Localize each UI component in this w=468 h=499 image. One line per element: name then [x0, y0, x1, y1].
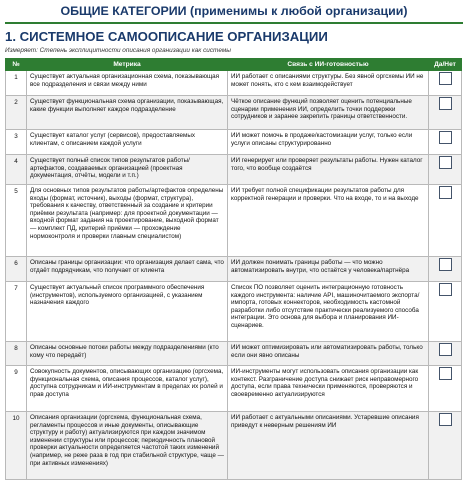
- row-number: 7: [6, 282, 27, 342]
- yes-no-checkbox[interactable]: [439, 258, 452, 271]
- row-number: 9: [6, 366, 27, 412]
- metric-cell: Существует каталог услуг (сервисов), предоставляемых клиентам, с описанием каждой услуги: [27, 130, 228, 155]
- yes-no-checkbox[interactable]: [439, 367, 452, 380]
- table-row: [6, 257, 462, 282]
- yes-no-checkbox[interactable]: [439, 343, 452, 356]
- row-number: 3: [6, 130, 27, 155]
- yes-no-checkbox[interactable]: [439, 186, 452, 199]
- ai-link-cell: ИИ работает с описаниями структуры. Без явной оргсхемы ИИ не может понять, кто с кем взаимодействует: [228, 71, 429, 96]
- metric-cell: Существует актуальная организационная схема, показывающая все подразделения и связи между ними: [27, 71, 228, 96]
- yes-no-cell: [429, 282, 462, 342]
- header-metric: Метрика: [27, 59, 228, 71]
- ai-link-cell: ИИ может оптимизировать или автоматизировать работы, только если они явно описаны: [228, 342, 429, 366]
- yes-no-cell: [429, 96, 462, 130]
- banner-title: ОБЩИЕ КАТЕГОРИИ (применимы к любой организации): [60, 4, 408, 18]
- section-title: 1. СИСТЕМНОЕ САМООПИСАНИЕ ОРГАНИЗАЦИИ: [5, 29, 328, 44]
- table-row: [6, 412, 462, 480]
- table-row: [6, 185, 462, 257]
- row-number: 10: [6, 412, 27, 480]
- table-row: [6, 342, 462, 366]
- row-number: 6: [6, 257, 27, 282]
- row-number: 5: [6, 185, 27, 257]
- table-row: [6, 282, 462, 342]
- yes-no-cell: [429, 71, 462, 96]
- row-number: 4: [6, 155, 27, 185]
- ai-link-cell: ИИ должен понимать границы работы — что можно автоматизировать внутри, что остаётся у человека/партнёра: [228, 257, 429, 282]
- table-row: [6, 130, 462, 155]
- yes-no-checkbox[interactable]: [439, 156, 452, 169]
- row-number: 1: [6, 71, 27, 96]
- table-header-row: [6, 59, 462, 71]
- ai-link-cell: ИИ может помочь в продаже/кастомизации услуг, только если услуги описаны структурированно: [228, 130, 429, 155]
- metric-cell: Описаны основные потоки работы между подразделениями (кто кому что передаёт): [27, 342, 228, 366]
- yes-no-cell: [429, 130, 462, 155]
- measure-description: Измеряет: Степень эксплицитности описания организации как системы: [5, 47, 231, 54]
- ai-link-cell: Список ПО позволяет оценить интеграционную готовность каждого инструмента: наличие API, машиночитаемого экспорта/импорта, готовых коннекторов, необходимость кастомной разработки либо отсутствие практически реализуемого способа интеграции. Это основа для выбора и планирования ИИ-сценариев.: [228, 282, 429, 342]
- table-row: [6, 155, 462, 185]
- header-yes-no: Да/Нет: [429, 59, 462, 71]
- header-number: №: [6, 59, 27, 71]
- yes-no-cell: [429, 155, 462, 185]
- metric-cell: Описаны границы организации: что организация делает сама, что отдаёт подрядчикам, что получает от клиента: [27, 257, 228, 282]
- yes-no-cell: [429, 366, 462, 412]
- table-row: [6, 366, 462, 412]
- metric-cell: Существует актуальный список программного обеспечения (инструментов), используемого организацией, с указанием назначения каждого: [27, 282, 228, 342]
- ai-link-cell: ИИ-инструменты могут использовать описания организации как контекст. Разграничение доступа снижает риск неправомерного доступа, если права технически применяются, проверяются и своевременно актуализируются: [228, 366, 429, 412]
- ai-link-cell: ИИ требует полной спецификации результатов работы для корректной генерации и проверки. Что на входе, то и на выходе: [228, 185, 429, 257]
- table-row: [6, 96, 462, 130]
- row-number: 8: [6, 342, 27, 366]
- yes-no-checkbox[interactable]: [439, 131, 452, 144]
- row-number: 2: [6, 96, 27, 130]
- ai-link-cell: Чёткое описание функций позволяет оценить потенциальные сценарии применения ИИ, определить точки поддержки сотрудников и заранее закрепить границы ответственности.: [228, 96, 429, 130]
- yes-no-checkbox[interactable]: [439, 72, 452, 85]
- yes-no-checkbox[interactable]: [439, 97, 452, 110]
- yes-no-cell: [429, 185, 462, 257]
- metric-cell: Совокупность документов, описывающих организацию (оргсхема, функциональная схема, описания процессов, каталог услуг), доступна сотрудникам и ИИ-инструментам в пределах их ролей и прав доступа: [27, 366, 228, 412]
- ai-link-cell: ИИ генерирует или проверяет результаты работы. Нужен каталог того, что вообще создаётся: [228, 155, 429, 185]
- yes-no-cell: [429, 412, 462, 480]
- metric-cell: Описания организации (оргсхема, функциональная схема, регламенты процессов и иные документы, описывающие структуру и работу) актуализируются при каждом значимом изменении структуры или процессов; периодичность плановой проверки актуальности определяется частотой таких изменений (например, не реже раза в год при стабильной структуре, чаще — при активных изменениях): [27, 412, 228, 480]
- ai-link-cell: ИИ работает с актуальными описаниями. Устаревшие описания приведут к неверным решениям ИИ: [228, 412, 429, 480]
- metrics-table: [5, 58, 462, 480]
- yes-no-checkbox[interactable]: [439, 283, 452, 296]
- metric-cell: Существует полный список типов результатов работы/артефактов, создаваемых организацией (проектная документация, отчёты, модели и т.п.): [27, 155, 228, 185]
- yes-no-cell: [429, 257, 462, 282]
- header-ai-link: Связь с ИИ-готовностью: [228, 59, 429, 71]
- metric-cell: Существует функциональная схема организации, показывающая, какие функции выполняет каждое подразделение: [27, 96, 228, 130]
- metric-cell: Для основных типов результатов работы/артефактов определены входы (формат, источник), выходы (формат, структура), требования к качеству, ответственный за создание и критерии приёмки результата (например: для проектной документации — входной формат задания на проектирование, выходной формат — комплект ПД, критерий приёмки — прохождение нормоконтроля и проверки главным специалистом): [27, 185, 228, 257]
- yes-no-cell: [429, 342, 462, 366]
- table-row: [6, 71, 462, 96]
- banner: [5, 4, 463, 24]
- yes-no-checkbox[interactable]: [439, 413, 452, 426]
